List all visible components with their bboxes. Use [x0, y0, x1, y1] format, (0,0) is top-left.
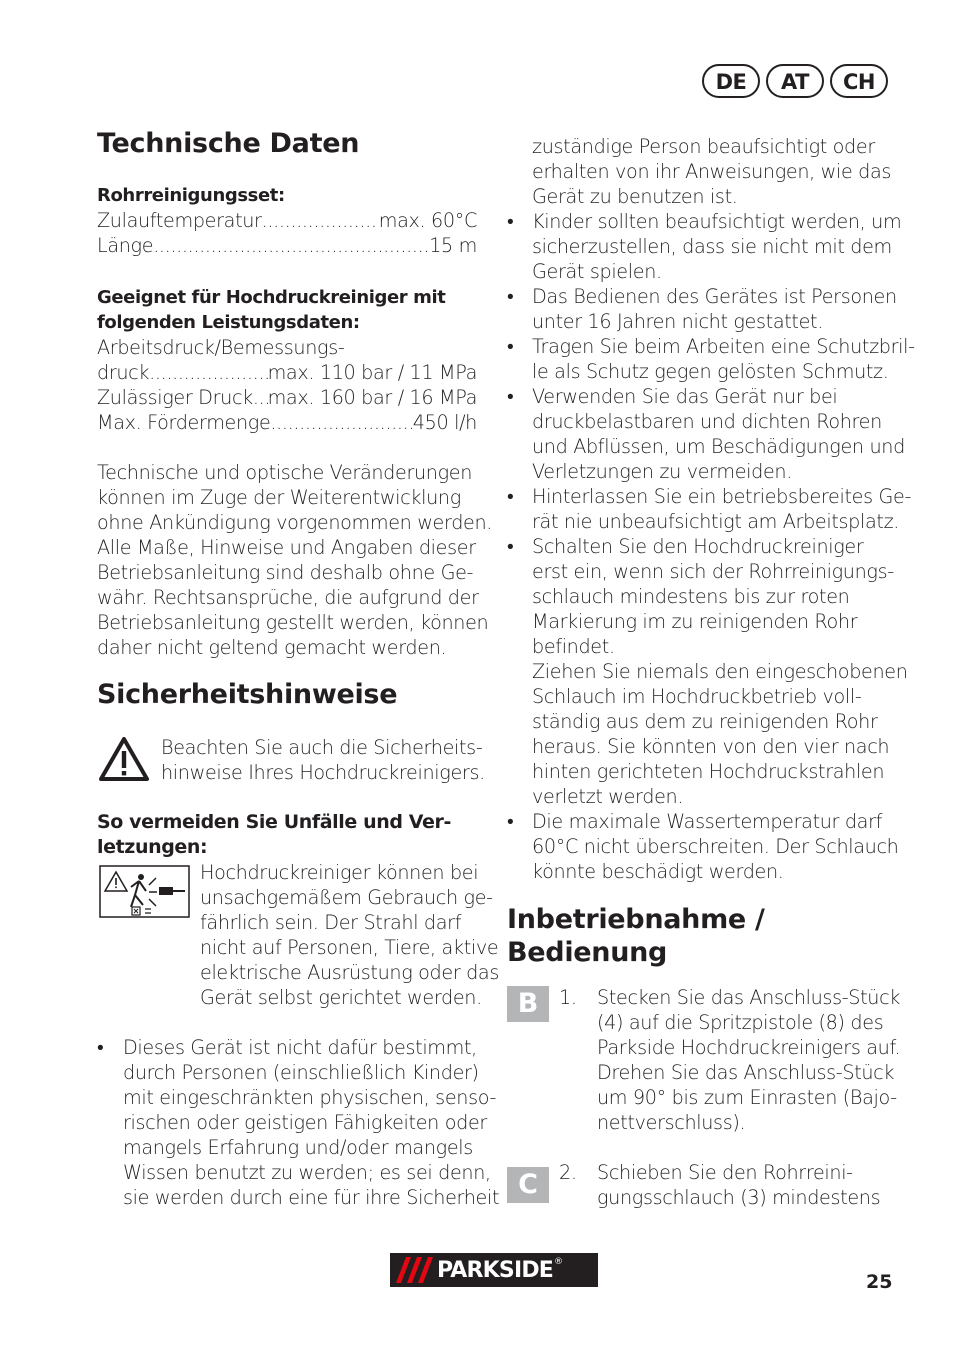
text-line: le als Schutz gegen gelösten Schmutz.: [532, 360, 889, 383]
text-line: Beachten Sie auch die Sicherheits-: [161, 736, 483, 759]
suitable-heading-line: Geeignet für Hochdruckreiniger mit: [97, 287, 446, 308]
text-line: Wissen benutzt zu werden; es sei denn,: [123, 1161, 491, 1184]
text-line: währ. Rechtsansprüche, die aufgrund der: [97, 586, 479, 609]
bullet-marker: •: [507, 535, 514, 558]
spec-row: [97, 385, 477, 410]
bullet-item: [507, 209, 902, 284]
bullet-item: [507, 809, 902, 884]
safety-title: Sicherheitshinweise: [97, 679, 398, 710]
text-line: Das Bedienen des Gerätes ist Personen: [532, 285, 897, 308]
text-line: druckbelastbaren und dichten Rohren: [532, 410, 882, 433]
registered-mark: ®: [554, 1257, 564, 1267]
spec-leader-dots: [153, 233, 429, 258]
language-badge-de: DE: [702, 64, 760, 98]
text-line: erhalten von ihr Anweisungen, wie das: [532, 160, 892, 183]
text-line: erst ein, wenn sich der Rohrreinigungs-: [532, 560, 894, 583]
bullet-marker: •: [507, 385, 514, 408]
text-line: um 90° bis zum Einrasten (Bajo-: [597, 1086, 897, 1109]
text-line: unsachgemäßem Gebrauch ge-: [200, 886, 493, 909]
text-line: durch Personen (einschließlich Kinder): [123, 1061, 479, 1084]
spec-leader-dots: [149, 360, 267, 385]
spec-leader-dots: [270, 410, 412, 435]
text-line: rät nie unbeaufsichtigt am Arbeitsplatz.: [532, 510, 900, 533]
title-line: Inbetriebnahme /: [507, 904, 765, 935]
spec-label: Zulauftemperatur: [97, 209, 262, 232]
text-line: hinten gerichteten Hochdruckstrahlen: [532, 760, 885, 783]
bullet-text: [123, 1035, 500, 1210]
spec-label: Länge: [97, 234, 154, 257]
text-line: elektrische Ausrüstung oder das: [200, 961, 499, 984]
step-number: 2.: [559, 1161, 577, 1184]
text-line: fährlich sein. Der Strahl darf: [200, 911, 462, 934]
warning-triangle-icon: [98, 736, 150, 782]
text-line: nettverschluss).: [597, 1111, 746, 1134]
text-line: und Abflüssen, um Beschädigungen und: [532, 435, 905, 458]
text-line: ständig aus dem zu reinigenden Rohr: [532, 710, 878, 733]
text-line: schlauch mindestens bis zur roten: [532, 585, 850, 608]
spec-label: Zulässiger Druck: [97, 386, 253, 409]
spec-value: 15 m: [429, 234, 477, 257]
text-line: Kinder sollten beaufsichtigt werden, um: [532, 210, 902, 233]
parkside-logo: [390, 1253, 598, 1287]
heading-line: letzungen:: [97, 836, 208, 858]
spec-leader-dots: [253, 385, 268, 410]
figure-tag-b: B: [507, 986, 549, 1022]
text-line: nicht auf Personen, Tiere, aktive: [200, 936, 499, 959]
text-line: Betriebsanleitung gestellt werden, können: [97, 611, 489, 634]
text-line: (4) auf die Spritzpistole (8) des: [597, 1011, 884, 1034]
bullet-item: [507, 534, 908, 809]
bullet-item: [97, 1035, 500, 1210]
bullet-list: [507, 209, 915, 884]
text-line: können im Zuge der Weiterentwicklung: [97, 486, 461, 509]
text-line: Schalten Sie den Hochdruckreiniger: [532, 535, 864, 558]
text-line: unter 16 Jahren nicht gestattet.: [532, 310, 823, 333]
text-line: 60°C nicht überschreiten. Der Schlauch: [532, 835, 899, 858]
text-line: mit eingeschränkten physischen, senso-: [123, 1086, 497, 1109]
figure-tag-c: C: [507, 1167, 549, 1203]
text-line: gungsschlauch (3) mindestens: [597, 1186, 881, 1209]
suitable-section: [97, 285, 477, 435]
text-line: Tragen Sie beim Arbeiten eine Schutzbril-: [532, 335, 915, 358]
safety-bullets-right: [507, 134, 915, 884]
text-line: Drehen Sie das Anschluss-Stück: [597, 1061, 895, 1084]
spec-row: [97, 410, 477, 435]
text-line: Ziehen Sie niemals den eingeschobenen: [532, 660, 908, 683]
spec-label: druck: [97, 361, 150, 384]
spec-value: max. 110 bar / 11 MPa: [267, 361, 477, 384]
bullet-marker: •: [507, 335, 514, 358]
bullet-marker: •: [97, 1036, 104, 1059]
spec-row: [97, 360, 477, 385]
text-line: heraus. Sie könnten von den vier nach: [532, 735, 890, 758]
text-line: sicherzustellen, dass sie nicht mit dem: [532, 235, 892, 258]
text-line: ohne Ankündigung vorgenommen werden.: [97, 511, 493, 534]
bullet-text: [532, 284, 902, 334]
text-line: befindet.: [532, 635, 615, 658]
text-line: Hinterlassen Sie ein betriebsbereites Ge-: [532, 485, 912, 508]
text-line: Dieses Gerät ist nicht dafür bestimmt,: [123, 1036, 477, 1059]
text-line: Gerät selbst gerichtet werden.: [200, 986, 482, 1009]
bullet-text: [532, 809, 902, 884]
bullet-item: [507, 284, 902, 334]
suitable-heading-line: folgenden Leistungsdaten:: [97, 312, 360, 333]
spec-value: max. 60°C: [378, 209, 477, 232]
spec-row: [97, 233, 477, 258]
step-text: [597, 1160, 904, 1210]
step-number: 1.: [559, 986, 577, 1009]
logo-stripes-icon: [390, 1253, 434, 1287]
spec-label: Max. Fördermenge: [97, 411, 271, 434]
step-item: [559, 1160, 904, 1210]
text-line: Hochdruckreiniger können bei: [200, 861, 479, 884]
text-line: Gerät spielen.: [532, 260, 662, 283]
bullet-marker: •: [507, 810, 514, 833]
bullet-text: [532, 534, 908, 809]
working-pressure-label: Arbeitsdruck/Bemessungs-: [97, 336, 345, 359]
text-line: daher nicht geltend gemacht werden.: [97, 636, 447, 659]
text-line: Schlauch im Hochdruckbetrieb voll-: [532, 685, 862, 708]
bullet-text: [532, 384, 905, 484]
text-line: Technische und optische Veränderungen: [97, 461, 473, 484]
step-text: [597, 985, 904, 1135]
disclaimer-paragraph: [97, 460, 493, 660]
text-line: Die maximale Wassertemperatur darf: [532, 810, 883, 833]
technical-data-title: Technische Daten: [97, 128, 360, 159]
page-number: 25: [866, 1271, 893, 1293]
text-line: Verletzungen zu vermeiden.: [532, 460, 792, 483]
text-line: hinweise Ihres Hochdruckreinigers.: [161, 761, 485, 784]
heading-line: So vermeiden Sie Unfälle und Ver-: [97, 811, 451, 833]
text-line: Schieben Sie den Rohrreini-: [597, 1161, 853, 1184]
text-line: Gerät zu benutzen ist.: [532, 185, 738, 208]
danger-paragraph: [200, 860, 499, 1010]
text-line: Stecken Sie das Anschluss-Stück: [597, 986, 901, 1009]
text-line: verletzt werden.: [532, 785, 684, 808]
text-line: sie werden durch eine für ihre Sicherheit: [123, 1186, 500, 1209]
warning-text: [161, 735, 485, 785]
bullet-item: [507, 484, 912, 534]
bullet-marker: •: [507, 485, 514, 508]
pipe-set-section: [97, 183, 477, 258]
bullet-marker: •: [507, 285, 514, 308]
spec-leader-dots: [262, 208, 379, 233]
text-line: Parkside Hochdruckreinigers auf.: [597, 1036, 901, 1059]
text-line: mangels Erfahrung und/oder mangels: [123, 1136, 473, 1159]
text-line: Betriebsanleitung sind deshalb ohne Ge-: [97, 561, 474, 584]
accident-heading: [97, 810, 482, 860]
language-badge-ch: CH: [830, 64, 888, 98]
text-line: zuständige Person beaufsichtigt oder: [532, 135, 875, 158]
bullet-item: [507, 334, 915, 384]
pipe-set-heading: Rohrreinigungsset:: [97, 185, 285, 206]
text-line: könnte beschädigt werden.: [532, 860, 784, 883]
language-badge-at: AT: [766, 64, 824, 98]
bullet-text: [532, 209, 902, 284]
title-line: Bedienung: [507, 937, 668, 968]
logo-brand-text: PARKSIDE: [437, 1257, 554, 1283]
spec-row: [97, 208, 477, 233]
bullet-continuation: [532, 134, 902, 209]
operation-title: [507, 903, 765, 969]
step-item: [559, 985, 904, 1135]
spec-value: max. 160 bar / 16 MPa: [267, 386, 477, 409]
text-line: Markierung im zu reinigenden Rohr: [532, 610, 858, 633]
text-line: Alle Maße, Hinweise und Angaben dieser: [97, 536, 476, 559]
text-line: Verwenden Sie das Gerät nur bei: [532, 385, 838, 408]
high-pressure-danger-pictogram-icon: [99, 865, 190, 918]
bullet-item: [507, 384, 905, 484]
text-line: rischen oder geistigen Fähigkeiten oder: [123, 1111, 487, 1134]
spec-value: 450 l/h: [412, 411, 477, 434]
bullet-text: [532, 334, 915, 384]
bullet-marker: •: [507, 210, 514, 233]
bullet-text: [532, 484, 912, 534]
